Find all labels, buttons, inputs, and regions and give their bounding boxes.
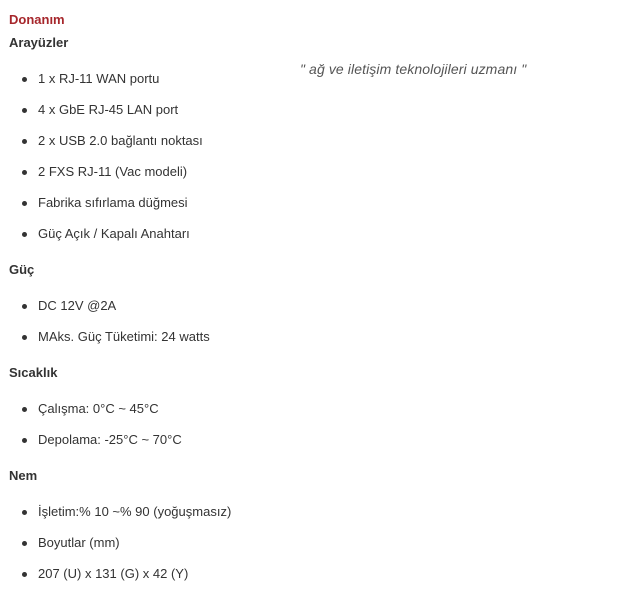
list-item-text: 207 (U) x 131 (G) x 42 (Y) bbox=[38, 566, 189, 581]
bullet-icon bbox=[22, 139, 27, 144]
page-title: Donanım bbox=[9, 12, 65, 27]
list-item bbox=[0, 71, 203, 102]
list-item-text: 4 x GbE RJ-45 LAN port bbox=[38, 102, 179, 117]
list-item-text: Depolama: -25°C ~ 70°C bbox=[38, 432, 182, 447]
list-item bbox=[0, 535, 231, 566]
bullet-icon bbox=[22, 541, 27, 546]
list-item-text: DC 12V @2A bbox=[38, 298, 117, 313]
bullet-icon bbox=[22, 304, 27, 309]
slogan-watermark: " ağ ve iletişim teknolojileri uzmanı " bbox=[300, 61, 527, 77]
bullet-icon bbox=[22, 335, 27, 340]
list-item bbox=[0, 432, 182, 463]
section-heading-humidity: Nem bbox=[9, 468, 38, 483]
list-item-text: İşletim:% 10 ~% 90 (yoğuşmasız) bbox=[38, 504, 232, 519]
list-item bbox=[0, 298, 210, 329]
list-item bbox=[0, 164, 203, 195]
list-item bbox=[0, 566, 231, 597]
bullet-icon bbox=[22, 232, 27, 237]
interfaces-list bbox=[0, 71, 203, 257]
list-item-text: Boyutlar (mm) bbox=[38, 535, 120, 550]
list-item-text: Çalışma: 0°C ~ 45°C bbox=[38, 401, 159, 416]
bullet-icon bbox=[22, 77, 27, 82]
bullet-icon bbox=[22, 438, 27, 443]
list-item-text: 1 x RJ-11 WAN portu bbox=[38, 71, 160, 86]
bullet-icon bbox=[22, 108, 27, 113]
bullet-icon bbox=[22, 201, 27, 206]
list-item bbox=[0, 102, 203, 133]
list-item-text: 2 x USB 2.0 bağlantı noktası bbox=[38, 133, 203, 148]
power-list bbox=[0, 298, 210, 360]
bullet-icon bbox=[22, 510, 27, 515]
list-item bbox=[0, 226, 203, 257]
section-heading-temperature: Sıcaklık bbox=[9, 365, 58, 380]
list-item-text: Fabrika sıfırlama düğmesi bbox=[38, 195, 188, 210]
list-item bbox=[0, 133, 203, 164]
bullet-icon bbox=[22, 170, 27, 175]
bullet-icon bbox=[22, 407, 27, 412]
bullet-icon bbox=[22, 572, 27, 577]
list-item bbox=[0, 401, 182, 432]
list-item-text: 2 FXS RJ-11 (Vac modeli) bbox=[38, 164, 188, 179]
section-heading-interfaces: Arayüzler bbox=[9, 35, 69, 50]
list-item-text: Güç Açık / Kapalı Anahtarı bbox=[38, 226, 190, 241]
list-item bbox=[0, 329, 210, 360]
humidity-list bbox=[0, 504, 231, 597]
list-item bbox=[0, 504, 231, 535]
list-item-text: MAks. Güç Tüketimi: 24 watts bbox=[38, 329, 210, 344]
section-heading-power: Güç bbox=[9, 262, 35, 277]
temperature-list bbox=[0, 401, 182, 463]
list-item bbox=[0, 195, 203, 226]
